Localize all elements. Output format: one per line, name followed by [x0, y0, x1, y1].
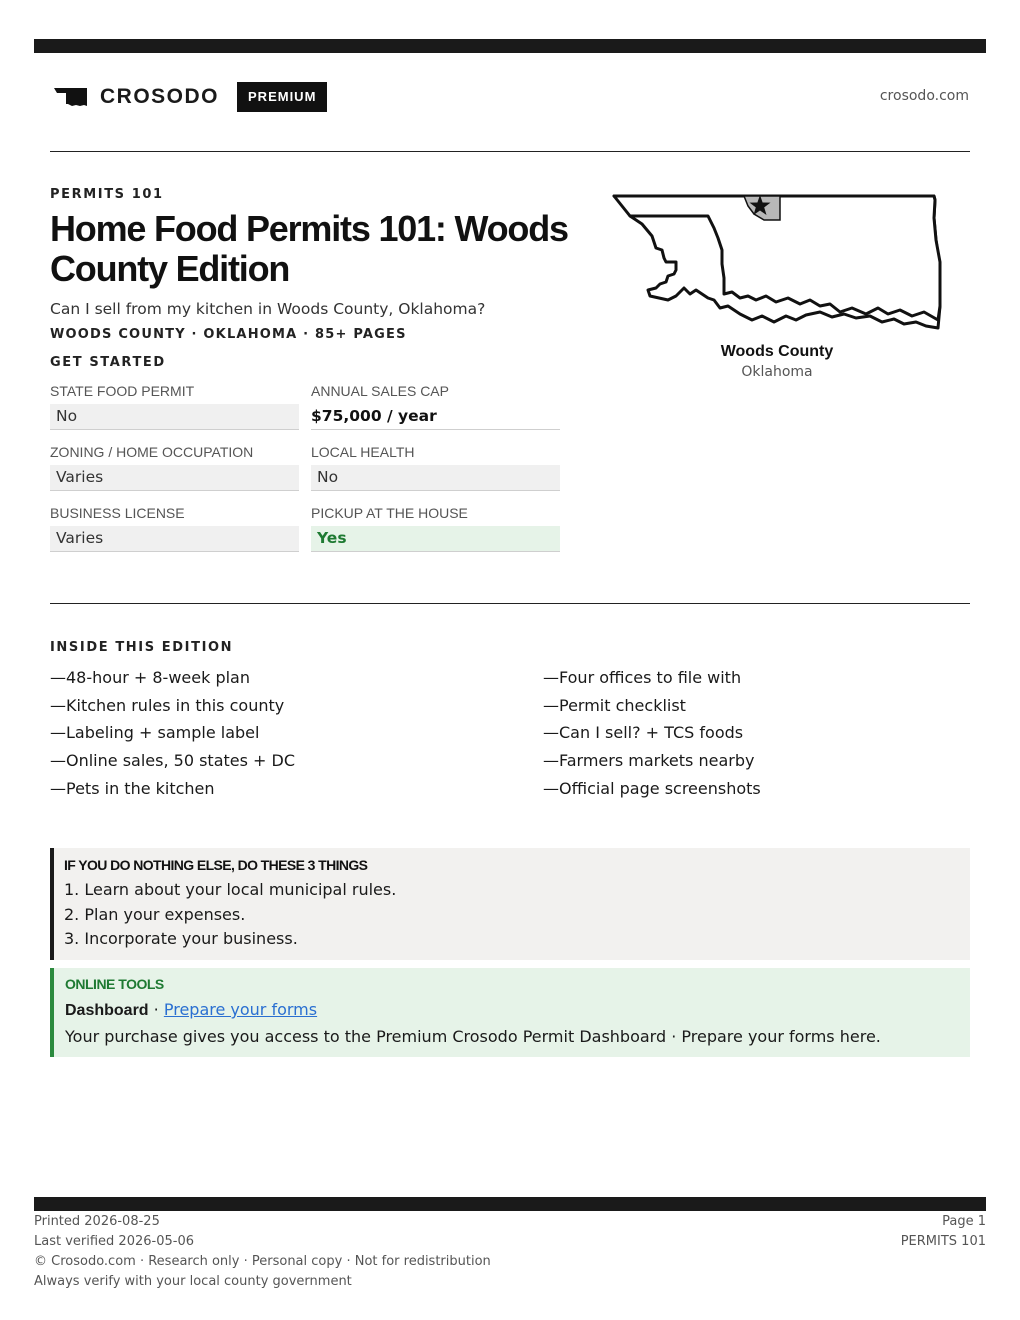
brand-name: CROSODO — [100, 85, 220, 108]
map-county-label: Woods County — [720, 343, 834, 360]
get-started-heading: GET STARTED — [50, 355, 166, 370]
fact-label: PICKUP AT THE HOUSE — [311, 505, 468, 521]
top-bar — [34, 39, 986, 53]
oklahoma-logo-icon — [54, 87, 88, 107]
section-divider — [50, 603, 970, 604]
inside-title: INSIDE THIS EDITION — [50, 640, 234, 655]
fact-label: ANNUAL SALES CAP — [311, 383, 449, 399]
tools-links-line — [65, 999, 970, 1022]
fact-value: $75,000 / year — [311, 404, 560, 430]
page-title: Home Food Permits 101: Woods County Edition — [50, 208, 568, 289]
callout-item: 1. Learn about your local municipal rules. — [64, 880, 397, 899]
fact-label: LOCAL HEALTH — [311, 444, 415, 460]
callout-title: IF YOU DO NOTHING ELSE, DO THESE 3 THINGS — [64, 857, 368, 873]
footer-left — [34, 1212, 491, 1292]
toc-item: —Official page screenshots — [543, 778, 761, 798]
disclaimer: Always verify with your local county government — [34, 1274, 352, 1289]
dashboard-label: Dashboard — [65, 1002, 149, 1019]
callout-item: 3. Incorporate your business. — [64, 929, 298, 948]
fact-local-health — [311, 443, 560, 504]
fact-zoning — [50, 443, 299, 504]
subtitle: Can I sell from my kitchen in Woods County, Oklahoma? — [50, 300, 486, 318]
toc-item: —Can I sell? + TCS foods — [543, 723, 744, 743]
fact-pickup — [311, 504, 560, 565]
toc-item: —48-hour + 8-week plan — [50, 668, 250, 687]
callout-list — [64, 878, 970, 952]
kicker: PERMITS 101 — [50, 187, 164, 202]
toc-item: —Kitchen rules in this county — [50, 695, 285, 715]
toc-left — [50, 664, 295, 802]
verified-date: Last verified 2026-05-06 — [34, 1234, 194, 1249]
fact-state-food-permit — [50, 382, 299, 443]
footer-right — [901, 1212, 986, 1252]
premium-badge: PREMIUM — [237, 82, 327, 112]
fact-business-license — [50, 504, 299, 565]
map-caption — [604, 343, 950, 381]
separator: · — [148, 1000, 164, 1019]
header-divider — [50, 151, 970, 152]
tools-description: Your purchase gives you access to the Premium Crosodo Permit Dashboard · Prepare your forms here. — [65, 1027, 881, 1046]
site-url[interactable]: crosodo.com — [879, 88, 969, 104]
footer-section: PERMITS 101 — [900, 1234, 986, 1249]
facts-grid — [50, 382, 559, 565]
toc-item: —Pets in the kitchen — [50, 778, 215, 798]
fact-label: ZONING / HOME OCCUPATION — [50, 444, 254, 460]
tools-title: ONLINE TOOLS — [65, 976, 164, 992]
callout-item: 2. Plan your expenses. — [64, 904, 246, 924]
toc-item: —Permit checklist — [543, 695, 686, 715]
prepare-forms-link[interactable]: Prepare your forms — [163, 1000, 318, 1019]
page-number: Page 1 — [942, 1214, 986, 1229]
toc-item: —Farmers markets nearby — [543, 751, 755, 771]
online-tools-box — [50, 968, 970, 1057]
fact-label: STATE FOOD PERMIT — [50, 383, 195, 399]
toc-item: —Labeling + sample label — [50, 723, 260, 743]
fact-annual-sales-cap — [311, 382, 560, 443]
fact-value: Varies — [50, 465, 299, 491]
bottom-bar — [34, 1197, 986, 1211]
map-state-label: Oklahoma — [741, 364, 813, 380]
three-things-callout — [50, 848, 970, 960]
edition-meta: WOODS COUNTY · OKLAHOMA · 85+ PAGES — [50, 327, 407, 342]
toc-item: —Online sales, 50 states + DC — [50, 751, 296, 771]
copyright: © Crosodo.com · Research only · Personal copy · Not for redistribution — [34, 1254, 491, 1269]
state-map — [604, 188, 950, 334]
fact-label: BUSINESS LICENSE — [50, 505, 185, 521]
toc-right — [543, 664, 761, 802]
toc-item: —Four offices to file with — [543, 668, 742, 687]
fact-value: No — [311, 465, 560, 491]
fact-value: No — [50, 404, 299, 430]
fact-value: Yes — [311, 526, 560, 552]
fact-value: Varies — [50, 526, 299, 552]
printed-date: Printed 2026-08-25 — [34, 1214, 160, 1229]
brand[interactable] — [54, 82, 327, 112]
